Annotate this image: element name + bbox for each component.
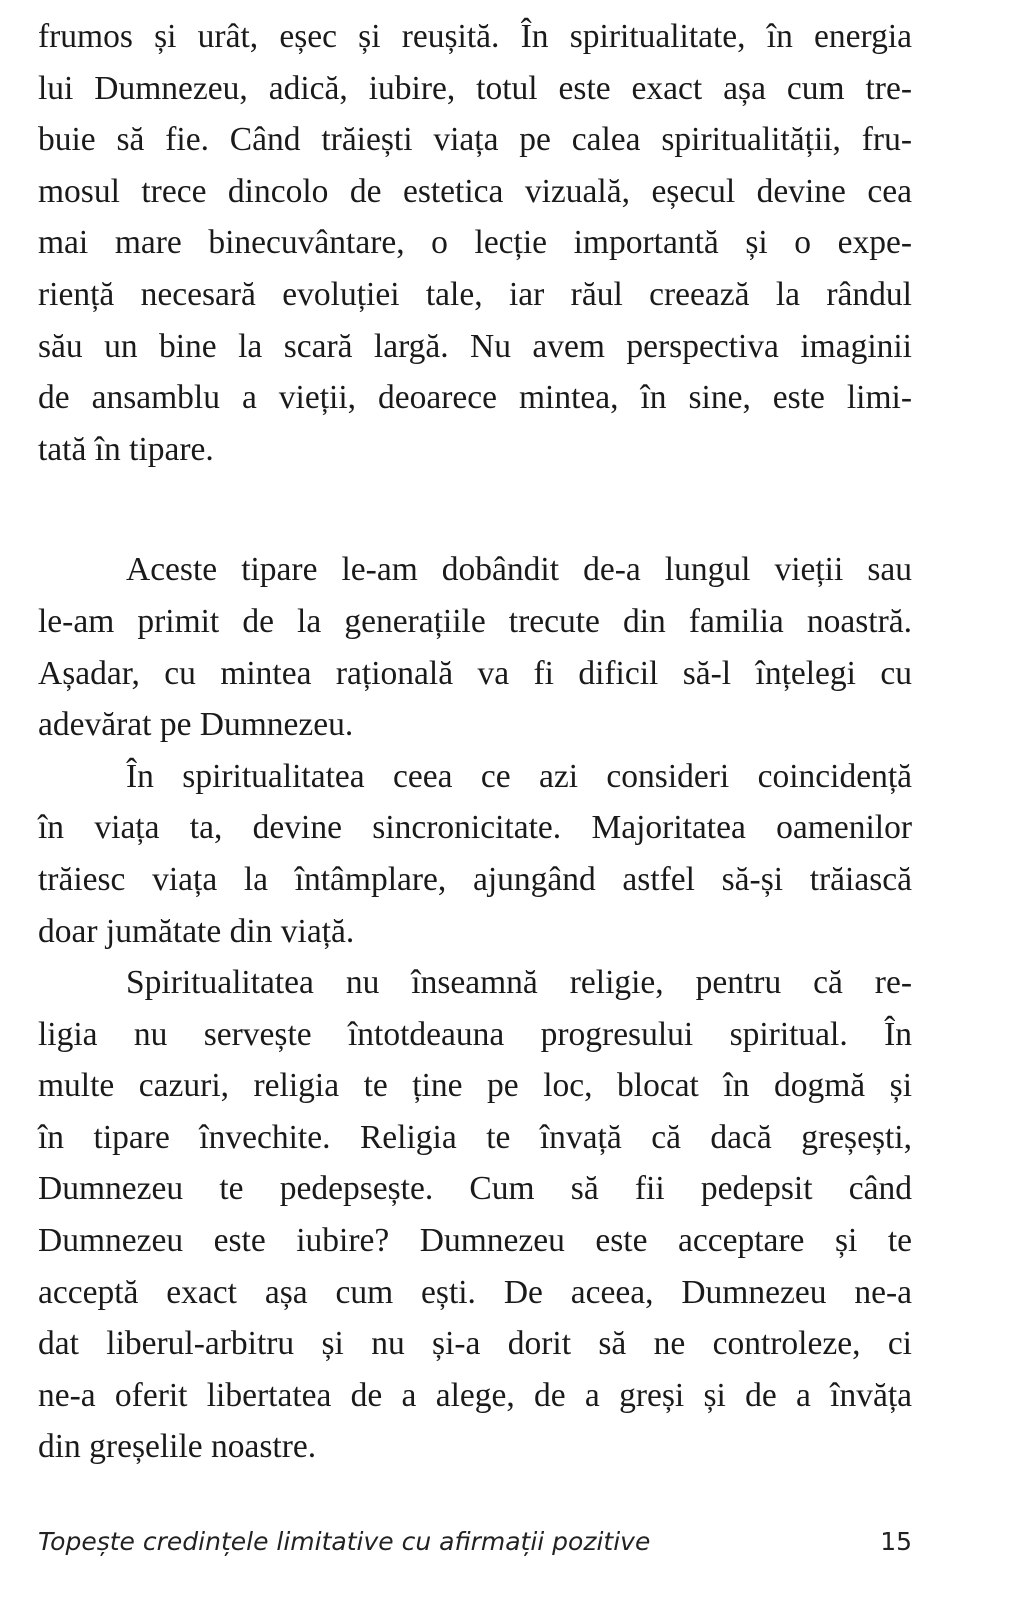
text-line: Spiritualitatea nu înseamnă religie, pentru că re- — [126, 964, 912, 1002]
text-line: În spiritualitatea ceea ce azi consideri coincidență — [126, 757, 912, 795]
text-line: ne-a oferit libertatea de a alege, de a greși și de a învăța — [38, 1376, 912, 1414]
text-line: în tipare învechite. Religia te învață că dacă greșești, — [38, 1118, 912, 1156]
text-line: de ansamblu a vieții, deoarece mintea, în sine, este limi- — [38, 379, 912, 417]
text-line: Așadar, cu mintea rațională va fi dificil să-l înțelegi cu — [38, 654, 912, 692]
paragraph-gap — [38, 475, 912, 544]
text-line: în viața ta, devine sincronicitate. Majoritatea oamenilor — [38, 809, 912, 847]
text-line: lui Dumnezeu, adică, iubire, totul este exact așa cum tre- — [38, 69, 912, 107]
paragraph — [38, 957, 912, 1473]
text-line: acceptă exact așa cum ești. De aceea, Dumnezeu ne-a — [38, 1273, 912, 1311]
text-line: adevărat pe Dumnezeu. — [38, 706, 354, 744]
text-line: mai mare binecuvântare, o lecție importantă și o expe- — [38, 224, 912, 262]
text-line: riență necesară evoluției tale, iar răul creează la rândul — [38, 275, 912, 313]
text-line: Dumnezeu este iubire? Dumnezeu este acceptare și te — [38, 1222, 912, 1260]
text-line: mosul trece dincolo de estetica vizuală, eșecul devine cea — [38, 172, 912, 210]
paragraph — [38, 11, 912, 475]
paragraph — [38, 751, 912, 957]
text-line: tată în tipare. — [38, 430, 214, 468]
text-line: Aceste tipare le-am dobândit de-a lungul vieții sau — [126, 551, 912, 589]
page-footer — [38, 1527, 912, 1556]
text-line: trăiesc viața la întâmplare, ajungând astfel să-și trăiască — [38, 860, 912, 898]
text-line: buie să fie. Când trăiești viața pe calea spiritualității, fru- — [38, 121, 912, 159]
page-body — [38, 11, 912, 1473]
text-line: din greșelile noastre. — [38, 1428, 317, 1466]
running-footer-title: Topește credințele limitative cu afirmații pozitive — [38, 1527, 651, 1556]
text-line: frumos și urât, eșec și reușită. În spiritualitate, în energia — [38, 18, 912, 55]
text-line: său un bine la scară largă. Nu avem perspectiva imaginii — [38, 327, 912, 365]
text-line: doar jumătate din viață. — [38, 912, 355, 950]
text-line: ligia nu servește întotdeauna progresului spiritual. În — [38, 1015, 912, 1053]
text-line: dat liberul-arbitru și nu și-a dorit să ne controleze, ci — [38, 1325, 912, 1363]
paragraph — [38, 544, 912, 750]
page-number: 15 — [880, 1527, 912, 1556]
text-line: le-am primit de la generațiile trecute din familia noastră. — [38, 602, 912, 640]
text-line: multe cazuri, religia te ține pe loc, blocat în dogmă și — [38, 1067, 912, 1105]
text-line: Dumnezeu te pedepsește. Cum să fii pedepsit când — [38, 1170, 912, 1208]
